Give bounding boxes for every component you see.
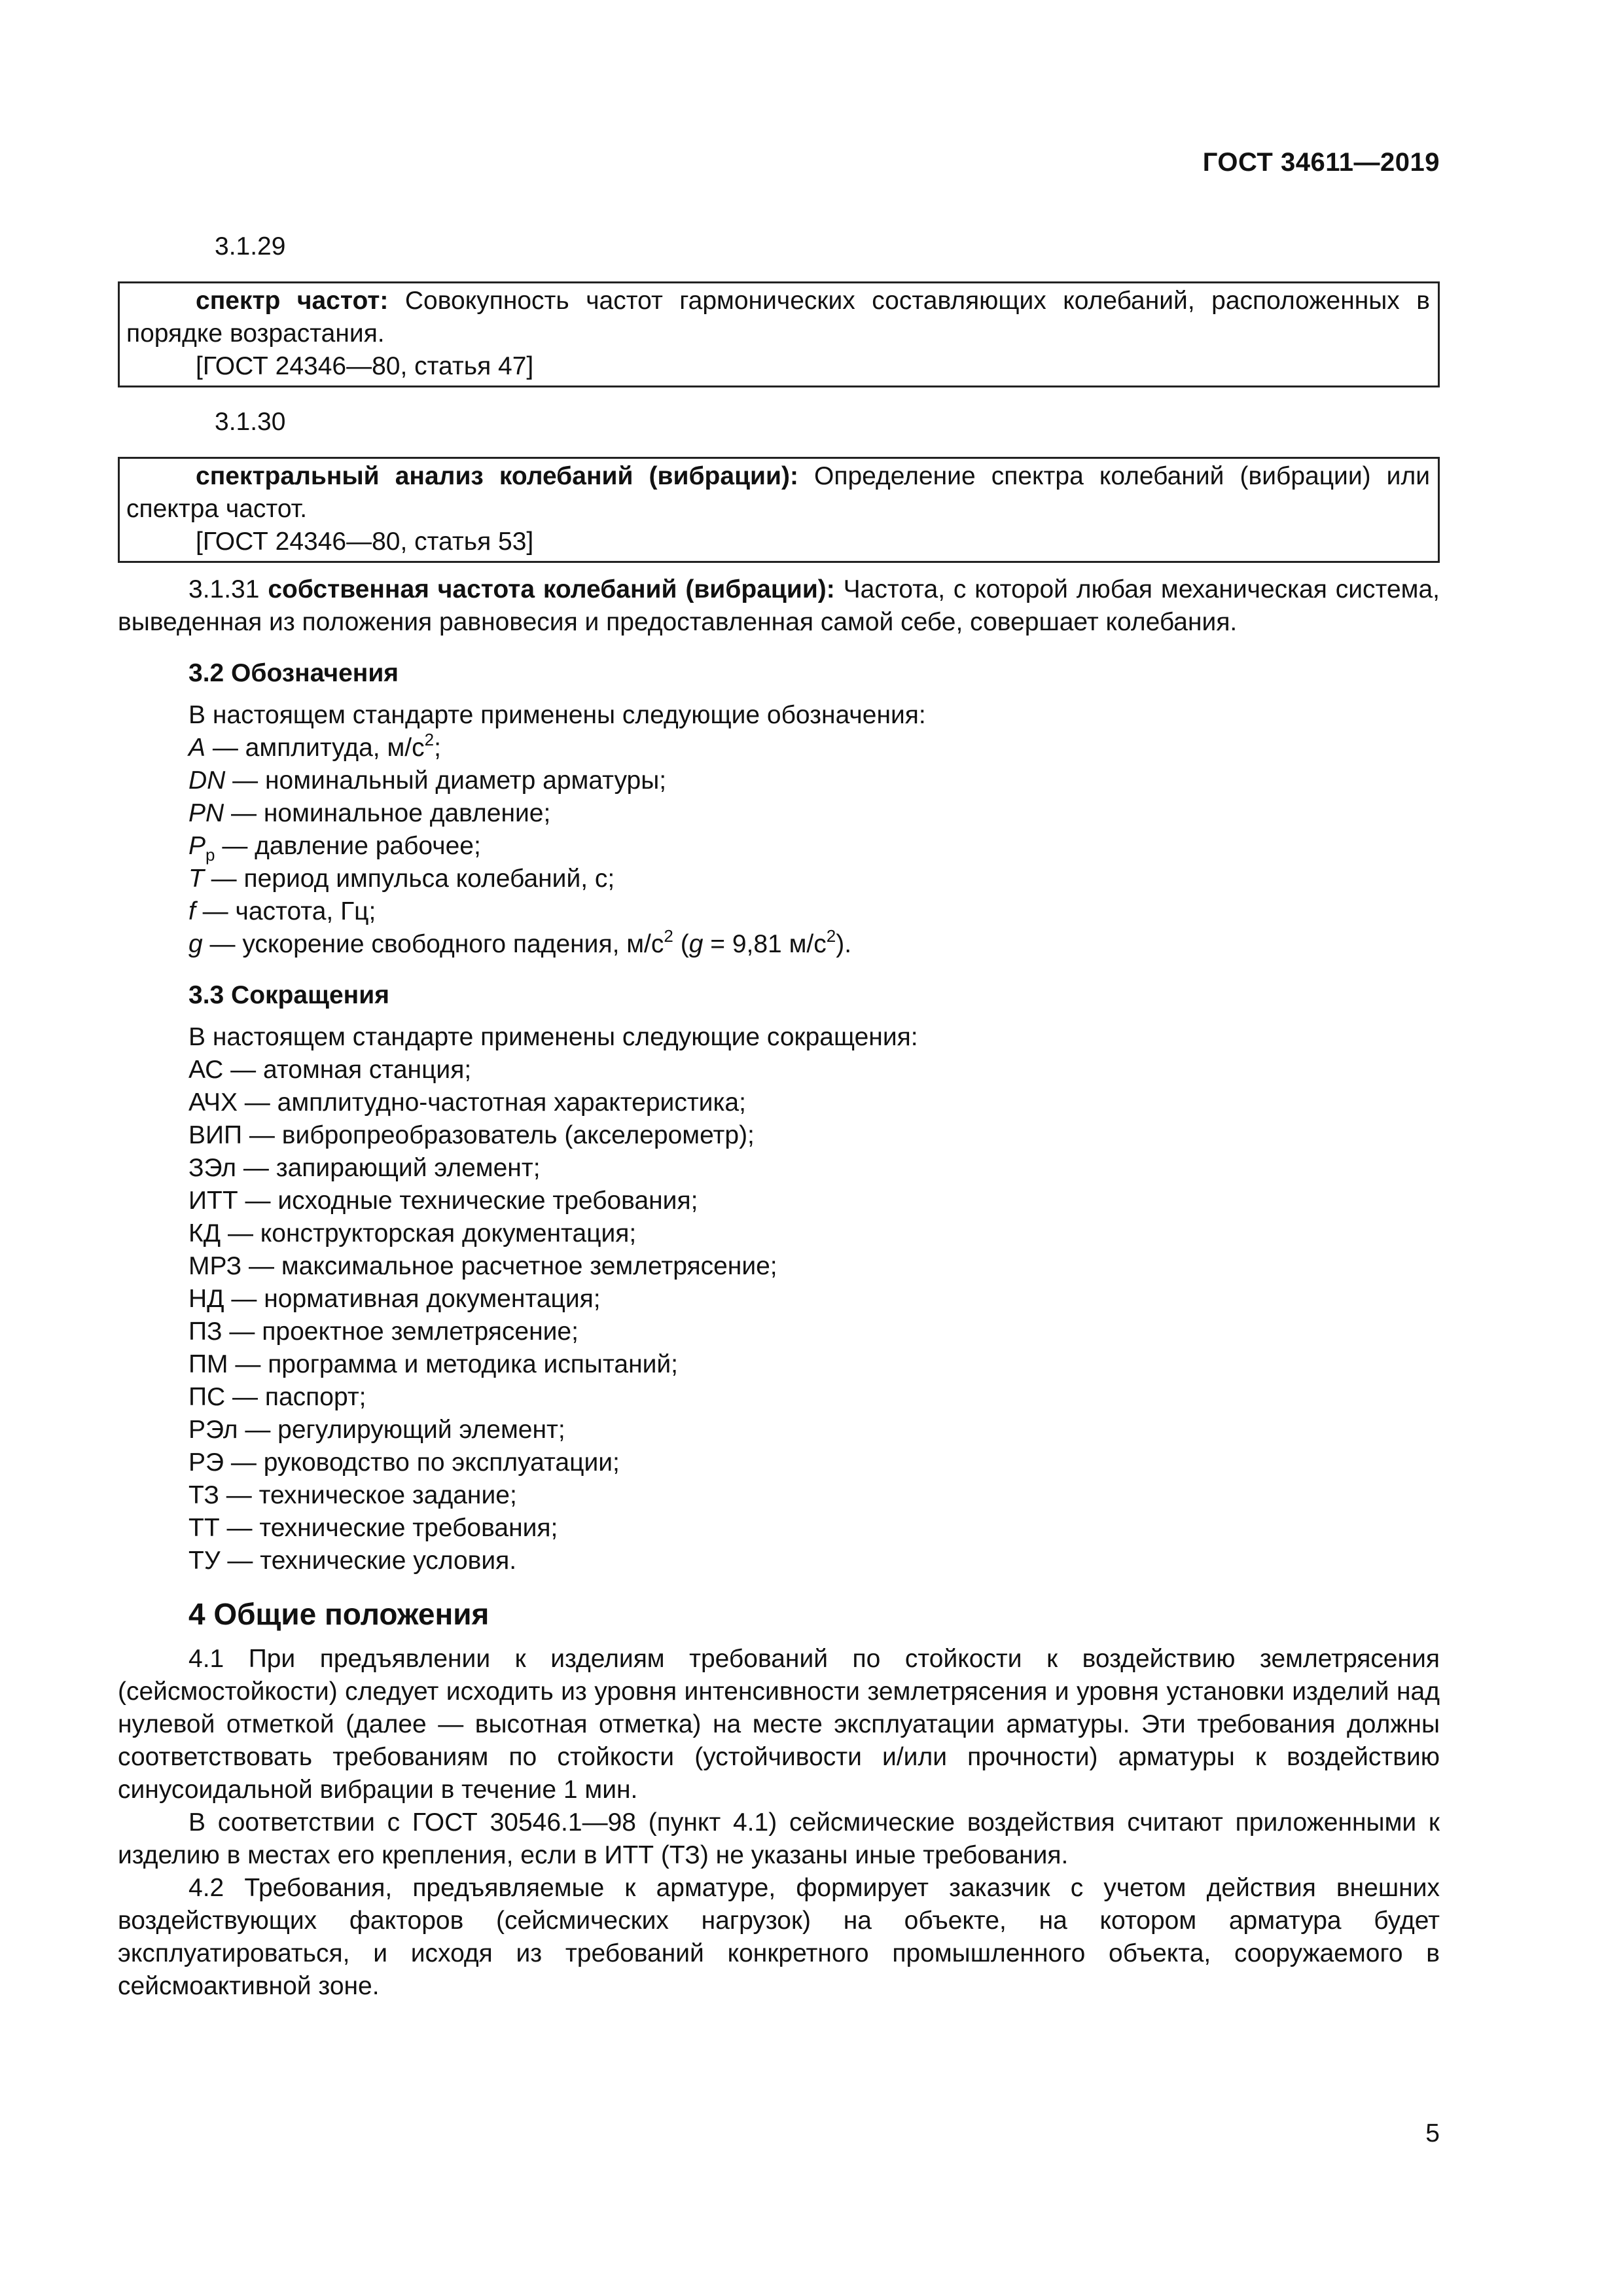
symbol: g xyxy=(688,930,704,958)
symbol: P xyxy=(188,832,206,860)
list-item: АЧХ — амплитудно-частотная характеристика; xyxy=(188,1088,746,1117)
list-item xyxy=(118,764,1440,797)
term-number: 3.1.29 xyxy=(215,232,286,260)
term-source: [ГОСТ 24346—80, статья 47] xyxy=(196,352,534,380)
term-text: Совокупность частот гармонических составляющих колебаний, расположенных в порядке возрастания. xyxy=(126,287,1430,348)
symbol: f xyxy=(188,897,196,925)
symbol: A xyxy=(188,734,206,762)
list-item: ВИП — вибропреобразователь (акселерометр); xyxy=(188,1121,755,1149)
abbreviations-intro: В настоящем стандарте применены следующие сокращения: xyxy=(188,1023,918,1051)
abbreviations-list xyxy=(118,1021,1440,1577)
punctuation: ; xyxy=(434,734,441,762)
section-heading: 4 Общие положения xyxy=(188,1597,490,1631)
list-item xyxy=(118,732,1440,764)
page-content xyxy=(118,143,1440,2003)
term-name: собственная частота колебаний (вибрации): xyxy=(268,575,835,603)
list-item xyxy=(118,863,1440,895)
document-code-header: ГОСТ 34611—2019 xyxy=(1202,148,1440,177)
subscript: р xyxy=(205,845,215,865)
paragraph: 4.1 При предъявлении к изделиям требований по стойкости к воздействию землетрясения (сейсмостойкости) следует исходить из уровня интенсивности землетрясения и уровня установки изделий над нулевой отметкой (далее — высотная отметка) на месте эксплуатации арматуры. Эти требования должны соответствовать требованиям по стойкости (устойчивости и/или прочности) арматуры к воздействию синусоидальной вибрации в течение 1 мин. xyxy=(118,1645,1440,1804)
list-item xyxy=(118,830,1440,863)
list-item: РЭл — регулирующий элемент; xyxy=(188,1416,565,1444)
superscript: 2 xyxy=(424,730,435,749)
list-item: АС — атомная станция; xyxy=(188,1056,472,1084)
list-item: ТУ — технические условия. xyxy=(188,1547,517,1575)
superscript: 2 xyxy=(826,926,836,946)
list-item xyxy=(118,895,1440,928)
list-item: ПЗ — проектное землетрясение; xyxy=(188,1318,579,1346)
symbol: PN xyxy=(188,799,224,827)
list-item: КД — конструкторская документация; xyxy=(188,1219,637,1247)
list-item: ЗЭл — запирающий элемент; xyxy=(188,1154,541,1182)
symbol-description: — номинальный диаметр арматуры; xyxy=(225,766,667,795)
term-source: [ГОСТ 24346—80, статья 53] xyxy=(196,528,534,556)
term-definition xyxy=(126,460,1430,526)
symbol-description: — частота, Гц; xyxy=(195,897,376,925)
value-text: = 9,81 м/с xyxy=(703,930,827,958)
term-definition xyxy=(126,285,1430,350)
designations-heading: 3.2 Обозначения xyxy=(188,659,399,687)
list-item: НД — нормативная документация; xyxy=(188,1285,601,1313)
paragraph: 4.2 Требования, предъявляемые к арматуре, формирует заказчик с учетом действия внешних воздействующих факторов (сейсмических нагрузок) на объекте, на котором арматура будет эксплуатироваться, и исходя из требований конкретного промышленного объекта, сооружаемого в сейсмоактивной зоне. xyxy=(118,1874,1440,2000)
list-item: МРЗ — максимальное расчетное землетрясение; xyxy=(188,1252,777,1280)
abbreviations-heading: 3.3 Сокращения xyxy=(188,981,389,1009)
term-definition-box xyxy=(118,281,1440,387)
term-name: спектр частот: xyxy=(196,287,389,315)
paragraph: В соответствии с ГОСТ 30546.1—98 (пункт 4.1) сейсмические воздействия считают приложенными к изделию в местах его крепления, если в ИТТ (ТЗ) не указаны иные требования. xyxy=(118,1808,1440,1869)
list-item: ИТТ — исходные технические требования; xyxy=(188,1187,698,1215)
term-number: 3.1.31 xyxy=(188,575,268,603)
symbol-description: — ускорение свободного падения, м/с xyxy=(202,930,664,958)
term-text: Определение спектра колебаний (вибрации) или спектра частот. xyxy=(126,462,1430,523)
list-item: ПМ — программа и методика испытаний; xyxy=(188,1350,679,1378)
list-item xyxy=(118,797,1440,830)
list-item: ПС — паспорт; xyxy=(188,1383,366,1411)
superscript: 2 xyxy=(664,926,673,946)
term-text: Частота, с которой любая механическая система, выведенная из положения равновесия и предоставленная самой себе, совершает колебания. xyxy=(118,575,1440,636)
symbol-description: — номинальное давление; xyxy=(224,799,551,827)
page-number: 5 xyxy=(1425,2119,1440,2147)
symbol: g xyxy=(188,930,203,958)
list-item: ТТ — технические требования; xyxy=(188,1514,558,1542)
punctuation: ( xyxy=(673,930,689,958)
list-item: РЭ — руководство по эксплуатации; xyxy=(188,1448,620,1477)
term-name: спектральный анализ колебаний (вибрации): xyxy=(196,462,798,490)
list-item: ТЗ — техническое задание; xyxy=(188,1481,517,1509)
punctuation: ). xyxy=(836,930,852,958)
term-number: 3.1.30 xyxy=(215,408,286,436)
symbol-description: — амплитуда, м/с xyxy=(205,734,425,762)
symbol: T xyxy=(188,865,204,893)
designations-intro: В настоящем стандарте применены следующие обозначения: xyxy=(188,701,926,729)
list-item xyxy=(118,928,1440,961)
designations-list xyxy=(118,699,1440,961)
symbol-description: — давление рабочее; xyxy=(215,832,481,860)
term-definition-box xyxy=(118,457,1440,563)
symbol: DN xyxy=(188,766,226,795)
term-paragraph xyxy=(118,573,1440,639)
symbol-description: — период импульса колебаний, с; xyxy=(204,865,615,893)
